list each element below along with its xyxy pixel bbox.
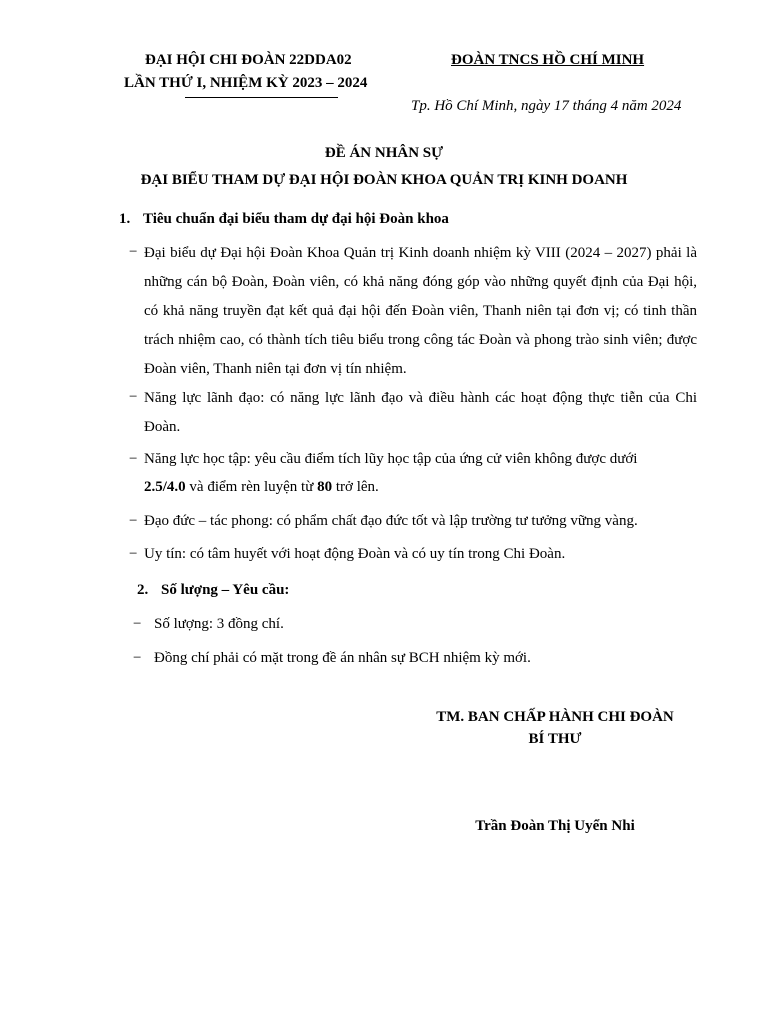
bullet-dash: − [129,451,138,467]
gpa-requirement: 2.5/4.0 [144,479,186,495]
congress-term: LẦN THỨ I, NHIỆM KỲ 2023 – 2024 [124,75,368,91]
criteria-item-academic-cont [144,479,379,496]
bullet-dash: − [133,616,142,632]
congress-name: ĐẠI HỘI CHI ĐOÀN 22DDA02 [145,52,352,68]
requirement-item: Đồng chí phải có mặt trong đề án nhân sự BCH nhiệm kỳ mới. [154,650,531,666]
quantity-item: Số lượng: 3 đồng chí. [154,616,284,632]
bullet-dash: − [129,244,138,260]
section2-heading: Số lượng – Yêu cầu: [161,582,290,598]
section1-number: 1. [119,211,131,227]
signatory-name: Trần Đoàn Thị Uyển Nhi [475,818,635,834]
section1-heading: Tiêu chuẩn đại biểu tham dự đại hội Đoàn khoa [143,211,449,227]
bullet-dash: − [133,650,142,666]
bullet-dash: − [129,546,138,562]
date-line: Tp. Hồ Chí Minh, ngày 17 tháng 4 năm 2024 [411,98,682,114]
organization-name: ĐOÀN TNCS HỒ CHÍ MINH [451,52,645,68]
criteria-item-reputation: Uy tín: có tâm huyết với hoạt động Đoàn và có uy tín trong Chi Đoàn. [144,546,566,562]
signature-position: BÍ THƯ [528,731,582,747]
bullet-dash: − [129,513,138,529]
criteria-item-leadership: Năng lực lãnh đạo: có năng lực lãnh đạo và điều hành các hoạt động thực tiễn của Chi Đoàn. [144,390,697,435]
conduct-score-requirement: 80 [317,479,333,495]
bullet-dash: − [129,389,138,405]
signature-title: TM. BAN CHẤP HÀNH CHI ĐOÀN [436,709,674,725]
header-left-rule [185,97,338,98]
criteria-item-general: Đại biểu dự Đại hội Đoàn Khoa Quản trị Kinh doanh nhiệm kỳ VIII (2024 – 2027) phải là những cán bộ Đoàn, Đoàn viên, có khả năng đóng góp vào những quyết định của Đại hội, có khả năng truyền đạt kết quả đại hội đến Đoàn viên, Thanh niên tại đơn vị; có tinh thần trách nhiệm cao, có thành tích tiêu biểu trong công tác Đoàn và phong trào sinh viên; được Đoàn viên, Thanh niên tại đơn vị tín nhiệm. [144,245,697,377]
document-subtitle: ĐẠI BIỂU THAM DỰ ĐẠI HỘI ĐOÀN KHOA QUẢN TRỊ KINH DOANH [140,172,628,188]
criteria-item-ethics: Đạo đức – tác phong: có phẩm chất đạo đức tốt và lập trường tư tưởng vững vàng. [144,513,638,529]
academic-text: và điểm rèn luyện từ [185,479,318,495]
document-title: ĐỀ ÁN NHÂN SỰ [324,145,444,161]
academic-text-end: trở lên. [332,479,379,495]
criteria-item-academic: Năng lực học tập: yêu cầu điểm tích lũy học tập của ứng cử viên không được dưới [144,451,638,467]
section2-number: 2. [137,582,149,598]
